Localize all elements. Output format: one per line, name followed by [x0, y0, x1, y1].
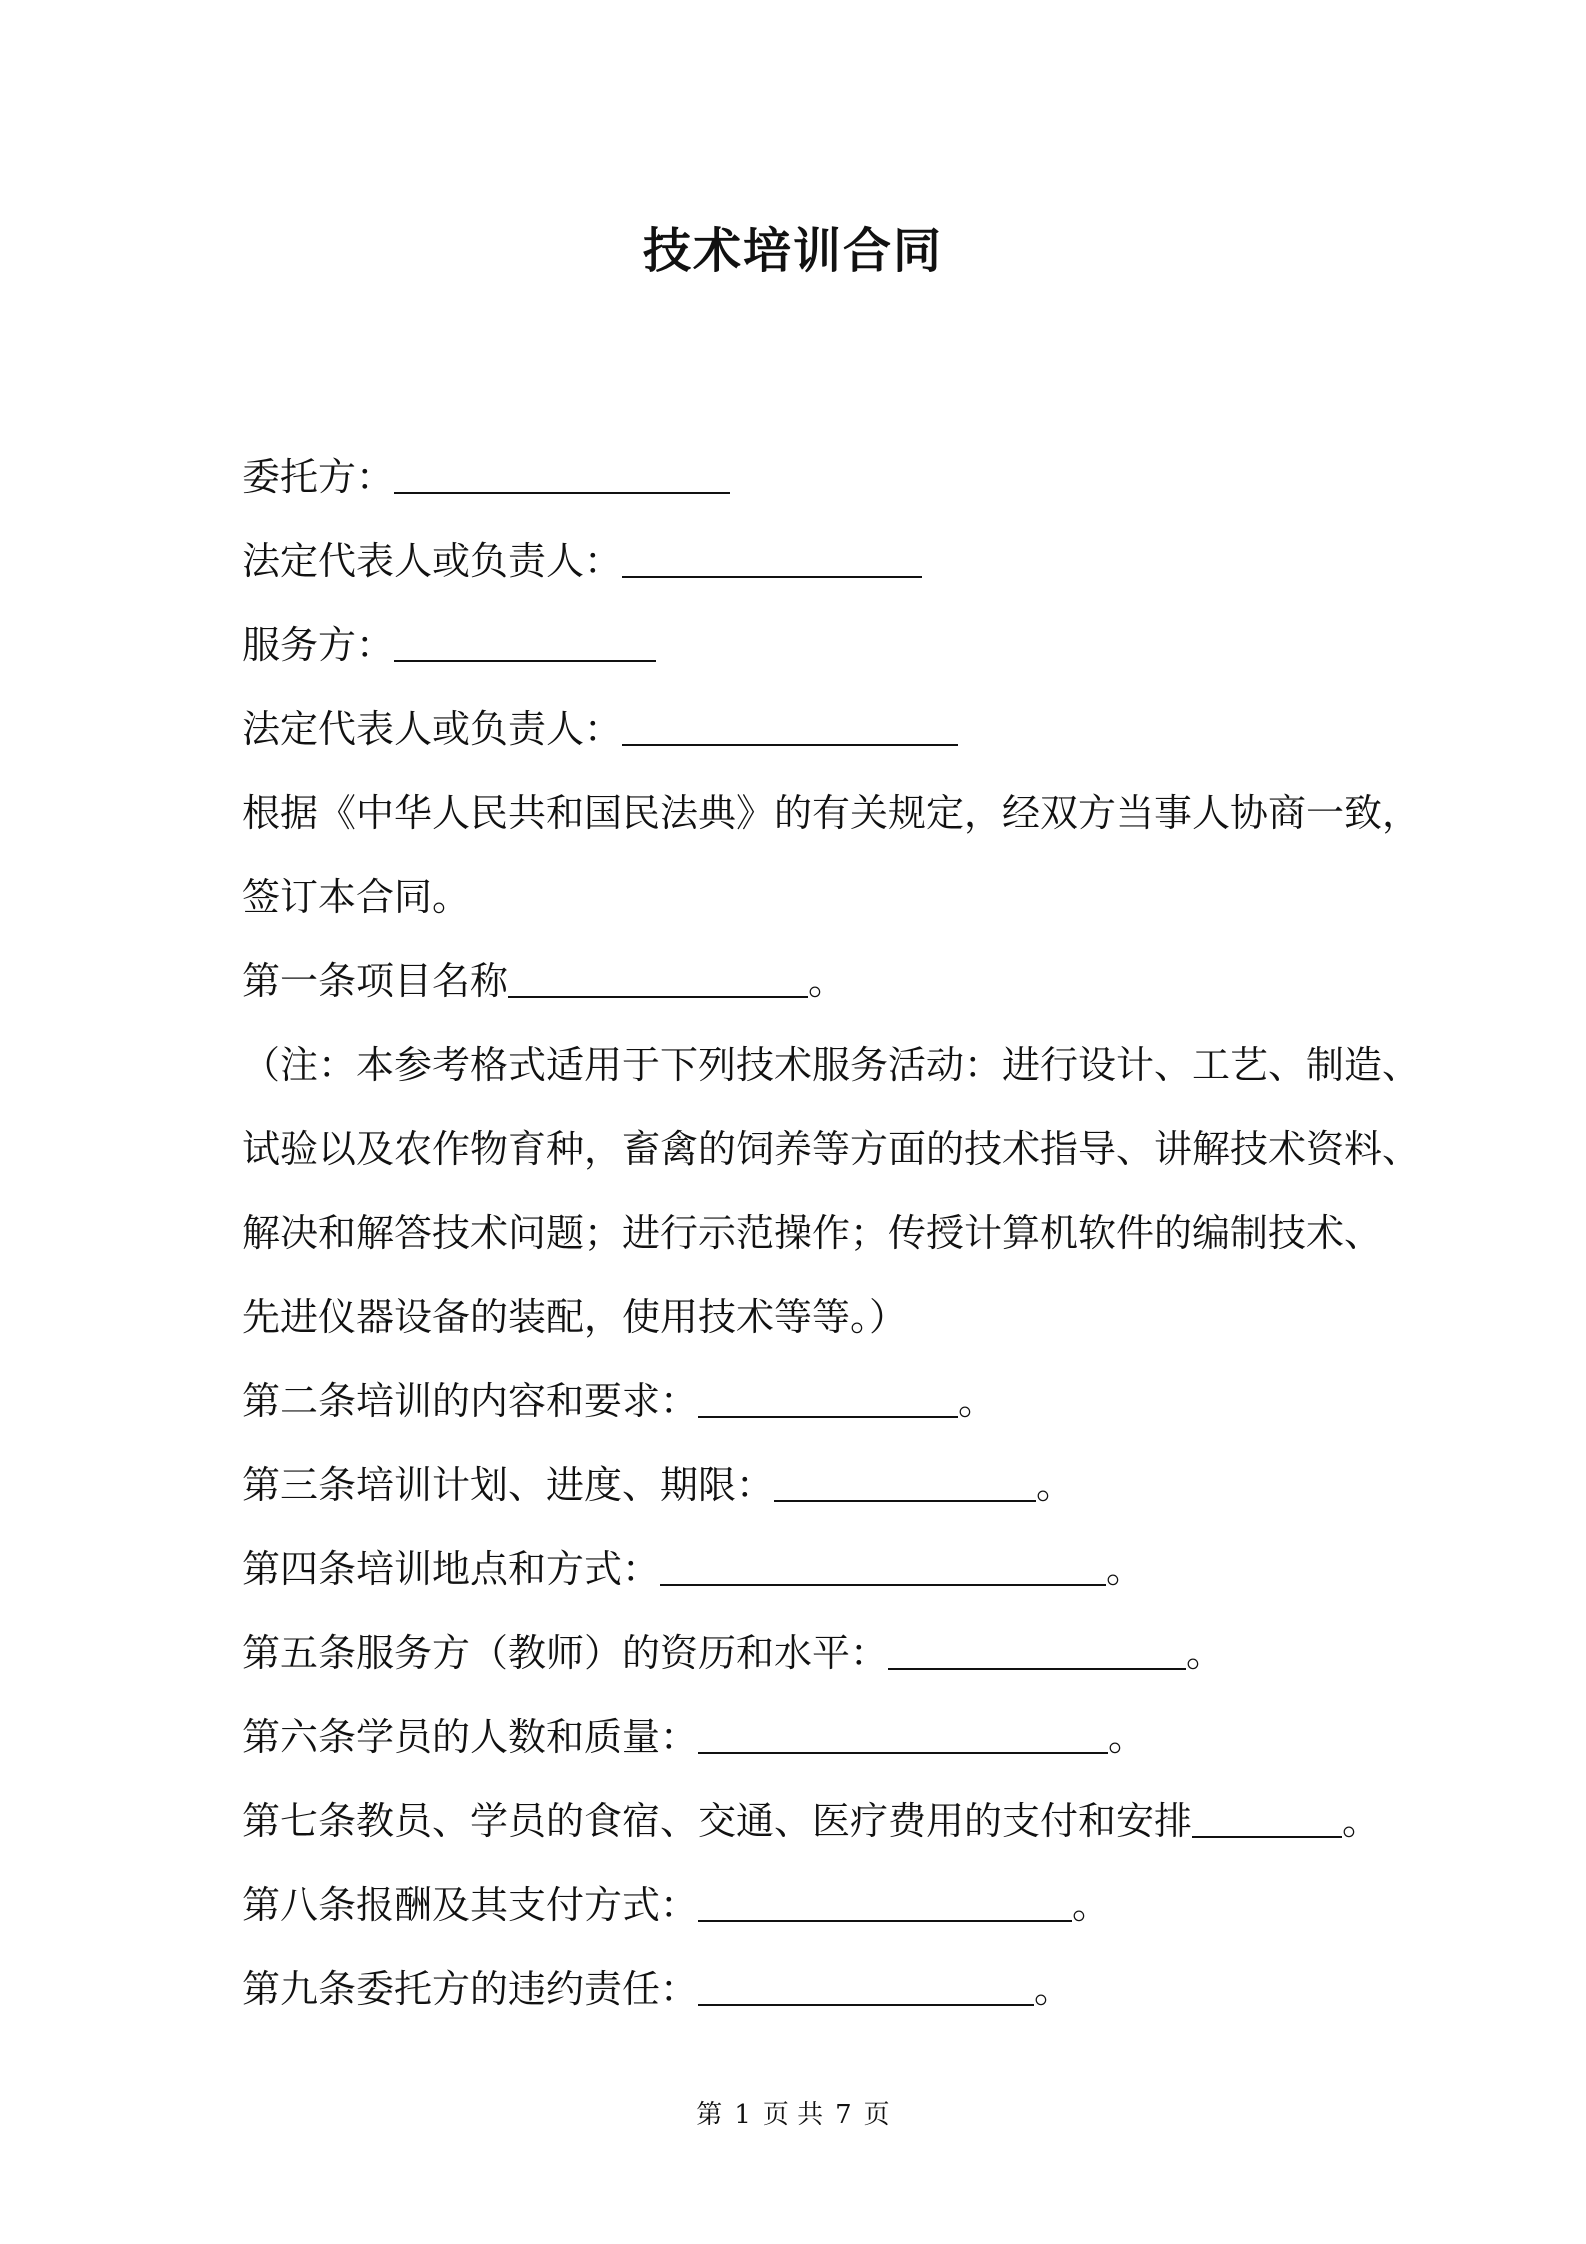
article-2-label: 第二条培训的内容和要求：: [242, 1379, 699, 1423]
preamble-line-2: 签订本合同。: [242, 875, 471, 919]
article-2: [242, 1376, 996, 1426]
article-3-blank[interactable]: [774, 1470, 1036, 1502]
party-a-rep-line: [242, 536, 922, 586]
article-9-blank[interactable]: [698, 1974, 1034, 2006]
article-4-blank[interactable]: [660, 1554, 1106, 1586]
article-9: [242, 1964, 1072, 2014]
article-1-period: 。: [808, 959, 847, 1003]
note-line-2: 试验以及农作物育种，畜禽的饲养等方面的技术指导、讲解技术资料、: [242, 1127, 1421, 1171]
party-a-label: 委托方：: [242, 455, 395, 499]
article-4-period: 。: [1106, 1547, 1145, 1591]
article-8-label: 第八条报酬及其支付方式：: [242, 1883, 699, 1927]
article-5-blank[interactable]: [888, 1638, 1186, 1670]
party-a-rep-label: 法定代表人或负责人：: [242, 539, 623, 583]
note-line-4: 先进仪器设备的装配，使用技术等等。）: [242, 1295, 908, 1339]
article-5-period: 。: [1186, 1631, 1225, 1675]
page-footer: [0, 2094, 1586, 2131]
article-9-label: 第九条委托方的违约责任：: [242, 1967, 699, 2011]
article-4-label: 第四条培训地点和方式：: [242, 1547, 661, 1591]
party-b-rep-line: [242, 704, 958, 754]
article-4: [242, 1544, 1144, 1594]
party-a-line: [242, 452, 730, 502]
document-title: 技术培训合同: [642, 223, 943, 279]
article-3-label: 第三条培训计划、进度、期限：: [242, 1463, 775, 1507]
footer-suffix: 页: [863, 2100, 890, 2130]
article-6-blank[interactable]: [698, 1722, 1108, 1754]
article-1-blank[interactable]: [508, 966, 808, 998]
note-line-1: （注：本参考格式适用于下列技术服务活动：进行设计、工艺、制造、: [242, 1043, 1421, 1087]
article-1-label: 第一条项目名称: [242, 959, 509, 1003]
article-8: [242, 1880, 1110, 1930]
article-9-period: 。: [1034, 1967, 1073, 2011]
article-3-period: 。: [1036, 1463, 1075, 1507]
party-b-rep-blank[interactable]: [622, 714, 958, 746]
party-b-label: 服务方：: [242, 623, 395, 667]
party-b-blank[interactable]: [394, 630, 656, 662]
article-7: [242, 1796, 1380, 1846]
party-a-blank[interactable]: [394, 462, 730, 494]
footer-middle: 页 共: [762, 2100, 824, 2130]
article-6-period: 。: [1108, 1715, 1147, 1759]
article-7-label: 第七条教员、学员的食宿、交通、医疗费用的支付和安排: [242, 1799, 1193, 1843]
article-7-period: 。: [1342, 1799, 1381, 1843]
party-a-rep-blank[interactable]: [622, 546, 922, 578]
party-b-line: [242, 620, 656, 670]
article-5-label: 第五条服务方（教师）的资历和水平：: [242, 1631, 889, 1675]
article-8-period: 。: [1072, 1883, 1111, 1927]
article-5: [242, 1628, 1224, 1678]
footer-total-pages: 7: [835, 2100, 852, 2130]
article-3: [242, 1460, 1074, 1510]
article-8-blank[interactable]: [698, 1890, 1072, 1922]
footer-page-number: 1: [734, 2100, 751, 2130]
preamble-line-1: 根据《中华人民共和国民法典》的有关规定，经双方当事人协商一致，: [242, 791, 1421, 835]
article-2-period: 。: [958, 1379, 997, 1423]
article-1: [242, 956, 846, 1006]
party-b-rep-label: 法定代表人或负责人：: [242, 707, 623, 751]
article-6: [242, 1712, 1146, 1762]
article-6-label: 第六条学员的人数和质量：: [242, 1715, 699, 1759]
article-2-blank[interactable]: [698, 1386, 958, 1418]
note-line-3: 解决和解答技术问题；进行示范操作；传授计算机软件的编制技术、: [242, 1211, 1383, 1255]
article-7-blank[interactable]: [1192, 1806, 1342, 1838]
footer-prefix: 第: [696, 2100, 723, 2130]
